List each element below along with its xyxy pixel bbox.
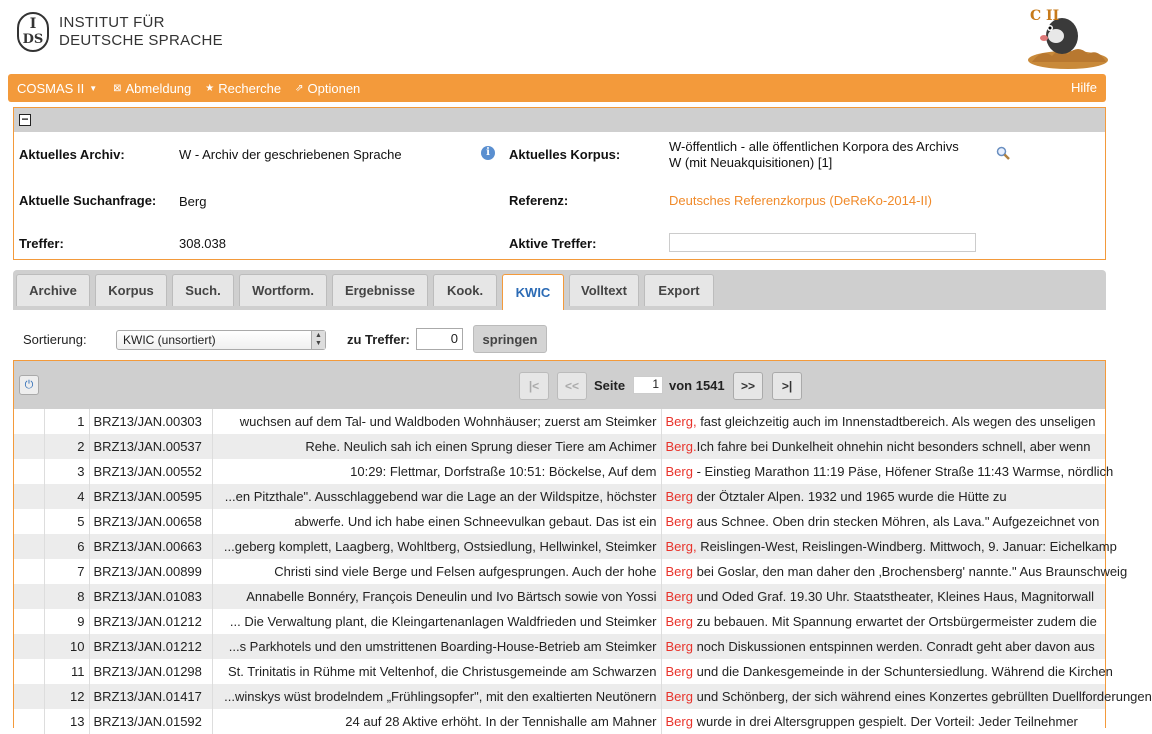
row-keyword-cell <box>661 484 1105 509</box>
pager <box>14 361 1105 409</box>
row-number: 2 <box>44 434 89 459</box>
collapse-icon[interactable]: − <box>19 114 31 126</box>
row-reference[interactable]: BRZ13/JAN.00658 <box>89 509 212 534</box>
header <box>0 0 1121 72</box>
row-right-context: Reislingen-West, Reislingen-Windberg. Mittwoch, 9. Januar: Eichelkamp <box>696 539 1117 554</box>
row-select-cell[interactable] <box>14 534 44 559</box>
info-panel-bar <box>14 108 1105 132</box>
row-select-cell[interactable] <box>14 559 44 584</box>
tab-volltext[interactable]: Volltext <box>569 274 639 306</box>
row-right-context: und Oded Graf. 19.30 Uhr. Staatstheater, Kleines Haus, Magnitorwall <box>692 589 1095 604</box>
row-keyword[interactable]: Berg <box>665 564 693 579</box>
institute-name <box>59 14 223 50</box>
row-select-cell[interactable] <box>14 634 44 659</box>
row-reference[interactable]: BRZ13/JAN.00303 <box>89 409 212 434</box>
row-keyword-cell <box>661 684 1152 709</box>
row-keyword[interactable]: Berg <box>665 514 693 529</box>
nav-abmeldung[interactable] <box>113 81 191 96</box>
suchanfrage-label: Aktuelle Suchanfrage: <box>19 193 157 208</box>
table-row[interactable] <box>14 509 1105 534</box>
row-left-context: 24 auf 28 Aktive erhöht. In der Tennishalle am Mahner <box>212 709 661 734</box>
aktive-treffer-field[interactable] <box>669 233 976 252</box>
row-keyword-cell <box>661 659 1113 684</box>
row-number: 3 <box>44 459 89 484</box>
row-right-context: aus Schnee. Oben drin stecken Möhren, als Lava." Aufgezeichnet von <box>692 514 1100 529</box>
kwic-table <box>14 409 1152 734</box>
referenz-link[interactable]: Deutsches Referenzkorpus (DeReKo-2014-II) <box>669 193 933 208</box>
row-keyword[interactable]: Berg <box>665 464 693 479</box>
row-number: 9 <box>44 609 89 634</box>
mole-mascot-icon <box>1022 6 1110 68</box>
main-nav <box>8 74 1106 102</box>
row-keyword-cell <box>661 609 1105 634</box>
row-keyword[interactable]: Berg <box>665 489 693 504</box>
row-right-context: bei Goslar, den man daher den ‚Brochensberg' nannte." Aus Braunschweig <box>692 564 1128 579</box>
referenz-label: Referenz: <box>509 193 569 208</box>
sort-label: Sortierung: <box>23 332 87 347</box>
external-link-icon: ⇗ <box>295 82 304 94</box>
help-link[interactable]: Hilfe <box>1070 80 1097 95</box>
tab-korpus[interactable]: Korpus <box>95 274 167 306</box>
row-left-context: Rehe. Neulich sah ich einen Sprung dieser Tiere am Achimer <box>212 434 661 459</box>
row-left-context: ...en Pitzthale". Ausschlaggebend war die Lage an der Wildspitze, höchster <box>212 484 661 509</box>
row-number: 8 <box>44 584 89 609</box>
row-keyword-cell <box>661 584 1105 609</box>
select-arrows-icon: ▲ ▼ <box>311 331 325 349</box>
tab-ergebnisse[interactable]: Ergebnisse <box>332 274 428 306</box>
row-keyword-cell <box>661 559 1128 584</box>
row-number: 6 <box>44 534 89 559</box>
row-select-cell[interactable] <box>14 434 44 459</box>
korpus-label: Aktuelles Korpus: <box>509 147 621 162</box>
tab-bar <box>13 270 1106 310</box>
table-row[interactable] <box>14 559 1105 584</box>
nav-optionen[interactable] <box>295 81 360 96</box>
sort-row <box>13 322 1106 356</box>
tab-wortform[interactable]: Wortform. <box>239 274 327 306</box>
zu-treffer-label: zu Treffer: <box>347 332 410 347</box>
row-right-context: und Schönberg, der sich während eines Konzertes gebrüllten Duellforderungen <box>692 689 1152 704</box>
table-row[interactable] <box>14 409 1105 434</box>
row-keyword-cell <box>661 709 1105 734</box>
row-select-cell[interactable] <box>14 484 44 509</box>
logo-bottom-letters: DS <box>22 32 44 47</box>
row-keyword[interactable]: Berg <box>665 639 693 654</box>
row-right-context: und die Dankesgemeinde in der Schuntersiedlung. Während die Kirchen <box>692 664 1113 679</box>
info-panel <box>13 107 1106 260</box>
page-input[interactable]: 1 <box>633 376 663 394</box>
table-row[interactable] <box>14 484 1105 509</box>
seite-label: Seite <box>594 378 626 393</box>
institute-line1: INSTITUT FÜR <box>59 14 165 31</box>
suchanfrage-value: Berg <box>179 194 207 209</box>
row-left-context: ...winskys wüst brodelndem „Frühlingsopfer", mit den exaltierten Neutönern <box>212 684 661 709</box>
row-left-context: Christi sind viele Berge und Felsen aufgesprungen. Auch der hohe <box>212 559 661 584</box>
row-right-context: zu bebauen. Mit Spannung erwartet der Ortsbürgermeister zudem die <box>692 614 1097 629</box>
info-icon[interactable]: i <box>481 146 495 160</box>
sort-select-value: KWIC (unsortiert) <box>123 333 216 347</box>
table-row[interactable] <box>14 659 1105 684</box>
row-keyword-cell <box>661 534 1117 559</box>
row-number: 13 <box>44 709 89 734</box>
prev-page-button[interactable]: << <box>557 372 587 400</box>
row-right-context: wurde in drei Altersgruppen gespielt. Der Vorteil: Jeder Teilnehmer <box>692 714 1078 729</box>
row-reference[interactable]: BRZ13/JAN.01592 <box>89 709 212 734</box>
row-number: 4 <box>44 484 89 509</box>
ids-logo[interactable] <box>17 12 49 52</box>
row-select-cell[interactable] <box>14 584 44 609</box>
next-page-button[interactable]: >> <box>733 372 763 400</box>
table-row[interactable] <box>14 584 1105 609</box>
archiv-label: Aktuelles Archiv: <box>19 147 125 162</box>
row-keyword[interactable]: Berg <box>665 664 693 679</box>
treffer-label: Treffer: <box>19 236 64 251</box>
caret-down-icon: ▼ <box>89 83 98 93</box>
row-select-cell[interactable] <box>14 509 44 534</box>
table-row[interactable] <box>14 459 1105 484</box>
cosmas-menu[interactable] <box>17 81 97 96</box>
row-left-context: ...geberg komplett, Laagberg, Wohltberg, Ostsiedlung, Hellwinkel, Steimker <box>212 534 661 559</box>
page-count-label: von 1541 <box>669 378 725 393</box>
row-keyword[interactable]: Berg <box>665 714 693 729</box>
nav-recherche-label: Recherche <box>218 80 282 96</box>
row-keyword[interactable]: Berg <box>665 614 693 629</box>
table-row[interactable] <box>14 684 1105 709</box>
table-row[interactable] <box>14 709 1105 734</box>
last-page-button[interactable]: >| <box>772 372 802 400</box>
zu-treffer-input[interactable]: 0 <box>416 328 463 350</box>
row-left-context: ... Die Verwaltung plant, die Kleingartenanlagen Waldfrieden und Steimker <box>212 609 661 634</box>
row-reference[interactable]: BRZ13/JAN.01298 <box>89 659 212 684</box>
row-keyword[interactable]: Berg, <box>665 414 697 429</box>
row-keyword[interactable]: Berg <box>665 689 693 704</box>
table-row[interactable] <box>14 534 1105 559</box>
archiv-value: W - Archiv der geschriebenen Sprache <box>179 147 402 162</box>
row-reference[interactable]: BRZ13/JAN.01083 <box>89 584 212 609</box>
row-left-context: wuchsen auf dem Tal- und Waldboden Wohnhäuser; zuerst am Steimker <box>212 409 661 434</box>
row-keyword-cell <box>661 634 1105 659</box>
row-keyword[interactable]: Berg, <box>665 539 697 554</box>
row-reference[interactable]: BRZ13/JAN.00552 <box>89 459 212 484</box>
row-reference[interactable]: BRZ13/JAN.00663 <box>89 534 212 559</box>
row-number: 11 <box>44 659 89 684</box>
row-select-cell[interactable] <box>14 684 44 709</box>
row-select-cell[interactable] <box>14 409 44 434</box>
row-number: 12 <box>44 684 89 709</box>
tab-kook[interactable]: Kook. <box>433 274 497 306</box>
row-reference[interactable]: BRZ13/JAN.00899 <box>89 559 212 584</box>
row-reference[interactable]: BRZ13/JAN.01212 <box>89 609 212 634</box>
row-keyword[interactable]: Berg <box>665 589 693 604</box>
row-left-context: Annabelle Bonnéry, François Deneulin und Ivo Bärtsch sowie von Yossi <box>212 584 661 609</box>
row-select-cell[interactable] <box>14 609 44 634</box>
nav-abmeldung-label: Abmeldung <box>125 80 192 96</box>
row-right-context: der Ötztaler Alpen. 1932 und 1965 wurde die Hütte zu <box>692 489 1007 504</box>
row-right-context: Ich fahre bei Dunkelheit ohnehin nicht besonders schnell, aber wenn <box>696 439 1091 454</box>
nav-recherche[interactable] <box>205 81 281 96</box>
sort-select[interactable] <box>116 330 326 350</box>
tab-kwic[interactable]: KWIC <box>502 274 564 310</box>
table-row[interactable] <box>14 434 1105 459</box>
row-right-context: fast gleichzeitig auch im Innenstadtbereich. Als wegen des unseligen <box>696 414 1096 429</box>
row-number: 10 <box>44 634 89 659</box>
row-reference[interactable]: BRZ13/JAN.00595 <box>89 484 212 509</box>
results-panel <box>13 360 1152 729</box>
row-number: 1 <box>44 409 89 434</box>
table-row[interactable] <box>14 634 1105 659</box>
star-icon: ★ <box>205 82 215 94</box>
row-number: 7 <box>44 559 89 584</box>
row-keyword-cell <box>661 434 1105 459</box>
institute-line2: DEUTSCHE SPRACHE <box>59 32 223 49</box>
row-left-context: St. Trinitatis in Rühme mit Veltenhof, die Christusgemeinde am Schwarzen <box>212 659 661 684</box>
treffer-value: 308.038 <box>179 236 226 251</box>
mascot-label: C II <box>1030 8 1060 24</box>
aktive-treffer-label: Aktive Treffer: <box>509 236 597 251</box>
row-left-context: ...s Parkhotels und den umstrittenen Boarding-House-Betrieb am Steimker <box>212 634 661 659</box>
magnifier-icon[interactable] <box>996 146 1010 160</box>
row-left-context: abwerfe. Und ich habe einen Schneevulkan gebaut. Das ist ein <box>212 509 661 534</box>
row-select-cell[interactable] <box>14 659 44 684</box>
tab-such[interactable]: Such. <box>172 274 234 306</box>
nav-optionen-label: Optionen <box>307 80 361 96</box>
row-left-context: 10:29: Flettmar, Dorfstraße 10:51: Böckelse, Auf dem <box>212 459 661 484</box>
row-keyword-cell <box>661 409 1105 434</box>
cosmas-menu-label: COSMAS II <box>17 80 85 96</box>
springen-button[interactable]: springen <box>473 325 547 353</box>
logout-icon: ⊠ <box>113 82 122 94</box>
row-select-cell[interactable] <box>14 459 44 484</box>
row-reference[interactable]: BRZ13/JAN.00537 <box>89 434 212 459</box>
korpus-value-line2: W (mit Neuakquisitionen) [1] <box>669 155 833 170</box>
table-row[interactable] <box>14 609 1105 634</box>
row-right-context: - Einstieg Marathon 11:19 Päse, Höfener Straße 11:43 Warmse, nördlich <box>692 464 1114 479</box>
row-reference[interactable]: BRZ13/JAN.01212 <box>89 634 212 659</box>
first-page-button[interactable]: |< <box>519 372 549 400</box>
logo-top-letter: I <box>29 16 37 32</box>
row-keyword-cell <box>661 459 1114 484</box>
power-icon[interactable]: ⏻ <box>19 375 39 395</box>
row-keyword[interactable]: Berg. <box>665 439 697 454</box>
row-reference[interactable]: BRZ13/JAN.01417 <box>89 684 212 709</box>
tab-archive[interactable]: Archive <box>16 274 90 306</box>
row-select-cell[interactable] <box>14 709 44 734</box>
tab-export[interactable]: Export <box>644 274 714 306</box>
row-number: 5 <box>44 509 89 534</box>
row-keyword-cell <box>661 509 1105 534</box>
row-right-context: noch Diskussionen entspinnen werden. Conradt geht aber davon aus <box>692 639 1095 654</box>
korpus-value-line1: W-öffentlich - alle öffentlichen Korpora des Archivs <box>669 139 959 154</box>
